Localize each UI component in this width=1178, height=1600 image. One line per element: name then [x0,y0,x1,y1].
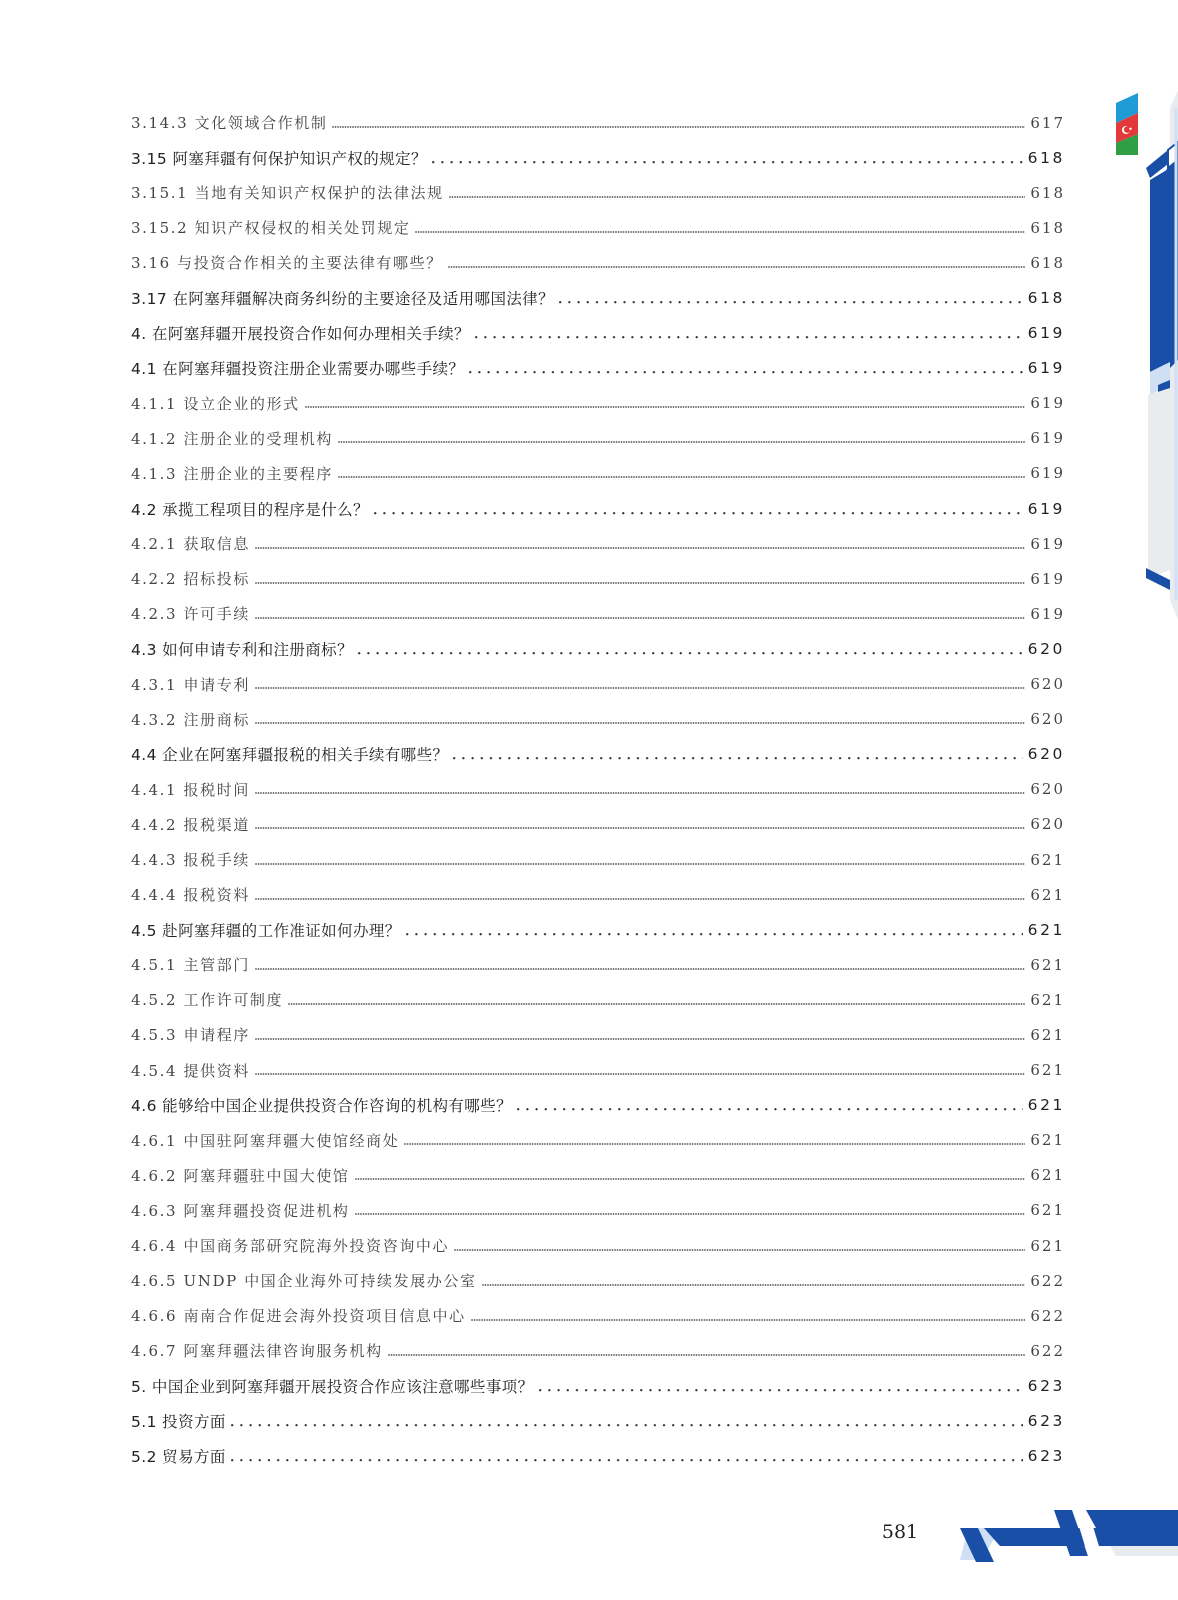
toc-entry [131,421,1065,456]
toc-entry-page: 620 [1030,780,1065,799]
toc-entry-title: 4.3.2 注册商标 [131,710,250,729]
toc-entry-title: 4.6.1 中国驻阿塞拜疆大使馆经商处 [131,1131,400,1150]
toc-entry-title: 5. 中国企业到阿塞拜疆开展投资合作应该注意哪些事项？ [131,1377,534,1396]
toc-entry-title: 4.5.1 主管部门 [131,956,250,975]
toc-entry [131,316,1065,351]
toc-entry-page: 623 [1027,1447,1065,1466]
toc-entry [131,1439,1065,1474]
toc-entry-title: 4.6 能够给中国企业提供投资合作咨询的机构有哪些？ [131,1097,512,1116]
toc-entry [131,351,1065,386]
toc-entry-page: 619 [1030,429,1065,448]
toc-leader-dots [448,257,1026,269]
toc-entry-page: 621 [1030,1166,1065,1185]
toc-entry-title: 3.16 与投资合作相关的主要法律有哪些？ [131,254,443,273]
toc-entry-page: 623 [1027,1376,1065,1395]
toc-entry [131,1228,1065,1263]
toc-entry [131,1263,1065,1298]
azerbaijan-flag-icon [1110,93,1138,155]
toc-entry [131,1193,1065,1228]
toc-entry-title: 4.1 在阿塞拜疆投资注册企业需要办哪些手续？ [131,360,465,379]
toc-entry-title: 4.2 承揽工程项目的程序是什么？ [131,500,369,519]
toc-entry-title: 4.6.3 阿塞拜疆投资促进机构 [131,1201,350,1220]
toc-entry-page: 621 [1030,850,1065,869]
toc-entry [131,245,1065,280]
toc-entry-title: 4. 在阿塞拜疆开展投资合作如何办理相关手续？ [131,325,470,344]
toc-entry [131,1123,1065,1158]
toc-entry [131,737,1065,772]
toc-entry [131,947,1065,982]
toc-entry-page: 621 [1030,1236,1065,1255]
toc-entry-page: 622 [1030,1341,1065,1360]
toc-entry-title: 4.4.2 报税渠道 [131,815,250,834]
toc-entry-title: 4.2.2 招标投标 [131,570,250,589]
toc-entry-title: 4.6.5 UNDP 中国企业海外可持续发展办公室 [131,1272,477,1291]
toc-entry-title: 4.4.1 报税时间 [131,780,250,799]
toc-entry [131,1403,1065,1438]
toc-leader-dots [305,397,1026,409]
toc-entry-page: 621 [1030,955,1065,974]
toc-leader-dots [453,748,1022,760]
toc-entry-page: 622 [1030,1271,1065,1290]
toc-leader-dots [255,783,1025,795]
toc-entry-page: 620 [1030,675,1065,694]
toc-entry-title: 4.4.4 报税资料 [131,886,250,905]
toc-leader-dots [454,1240,1025,1252]
toc-entry [131,667,1065,702]
toc-entry-page: 618 [1030,253,1065,272]
toc-leader-dots [358,643,1023,655]
toc-entry-title: 4.1.2 注册企业的受理机构 [131,429,333,448]
toc-entry-title: 4.5.2 工作许可制度 [131,991,284,1010]
toc-entry-page: 619 [1027,359,1065,378]
toc-entry [131,877,1065,912]
toc-leader-dots [255,573,1025,585]
toc-entry-title: 4.5 赴阿塞拜疆的工作准证如何办理？ [131,921,401,940]
toc-leader-dots [255,713,1025,725]
toc-entry [131,280,1065,315]
toc-entry-page: 618 [1030,183,1065,202]
toc-entry-page: 621 [1030,885,1065,904]
toc-entry-title: 4.5.4 提供资料 [131,1061,250,1080]
toc-entry-title: 3.17 在阿塞拜疆解决商务纠纷的主要途径及适用哪国法律？ [131,290,555,309]
toc-entry-title: 4.6.2 阿塞拜疆驻中国大使馆 [131,1166,350,1185]
toc-leader-dots [255,608,1025,620]
toc-entry-title: 4.3 如何申请专利和注册商标？ [131,640,353,659]
toc-entry-title: 4.3.1 申请专利 [131,675,250,694]
toc-entry [131,702,1065,737]
toc-entry-page: 621 [1027,920,1065,939]
toc-entry [131,1158,1065,1193]
footer-decoration [960,1510,1178,1600]
toc-leader-dots [469,362,1022,374]
toc-entry [131,175,1065,210]
toc-leader-dots [475,327,1023,339]
toc-entry-title: 3.15 阿塞拜疆有何保护知识产权的规定？ [131,149,427,168]
toc-entry [131,491,1065,526]
toc-entry-title: 4.1.3 注册企业的主要程序 [131,464,333,483]
toc-leader-dots [332,117,1025,129]
toc-entry [131,561,1065,596]
toc-entry-page: 623 [1027,1412,1065,1431]
toc-leader-dots [388,1345,1026,1357]
toc-entry-title: 3.15.1 当地有关知识产权保护的法律法规 [131,184,444,203]
toc-entry-page: 619 [1030,394,1065,413]
toc-entry-page: 621 [1030,1025,1065,1044]
toc-leader-dots [432,152,1023,164]
toc-entry-title: 4.2.1 获取信息 [131,535,250,554]
toc-entry-title: 4.6.7 阿塞拜疆法律咨询服务机构 [131,1342,383,1361]
toc-leader-dots [482,1275,1026,1287]
toc-entry [131,526,1065,561]
toc-entry [131,912,1065,947]
toc-entry-page: 620 [1027,745,1065,764]
toc-entry-page: 618 [1027,289,1065,308]
toc-entry-page: 619 [1030,534,1065,553]
toc-entry [131,456,1065,491]
toc-entry-title: 4.6.6 南南合作促进会海外投资项目信息中心 [131,1307,466,1326]
toc-entry [131,772,1065,807]
toc-leader-dots [255,538,1025,550]
toc-entry-page: 621 [1027,1096,1065,1115]
toc-entry-page: 619 [1027,324,1065,343]
toc-entry-title: 5.2 贸易方面 [131,1448,226,1467]
toc-entry [131,842,1065,877]
toc-leader-dots [471,1310,1026,1322]
toc-entry [131,1333,1065,1368]
toc-entry-title: 3.14.3 文化领域合作机制 [131,114,328,133]
toc-leader-dots [255,959,1025,971]
toc-entry [131,386,1065,421]
toc-entry-page: 622 [1030,1306,1065,1325]
toc-entry-page: 621 [1030,1201,1065,1220]
toc-entry [131,1088,1065,1123]
toc-leader-dots [404,1134,1025,1146]
toc-leader-dots [415,222,1025,234]
toc-leader-dots [255,818,1025,830]
toc-entry-page: 619 [1030,569,1065,588]
toc-entry-page: 621 [1030,1061,1065,1080]
toc-entry-title: 4.2.3 许可手续 [131,605,250,624]
toc-entry [131,1298,1065,1333]
toc-entry-page: 619 [1030,604,1065,623]
toc-leader-dots [449,187,1026,199]
toc-entry [131,210,1065,245]
toc-leader-dots [559,292,1023,304]
toc-entry-page: 619 [1030,464,1065,483]
toc-entry-title: 4.1.1 设立企业的形式 [131,394,300,413]
toc-leader-dots [539,1380,1023,1392]
toc-entry [131,140,1065,175]
toc-leader-dots [517,1099,1023,1111]
toc-leader-dots [288,994,1025,1006]
toc-entry-title: 4.6.4 中国商务部研究院海外投资咨询中心 [131,1237,450,1256]
toc-entry-title: 3.15.2 知识产权侵权的相关处罚规定 [131,219,411,238]
toc-entry [131,1017,1065,1052]
toc-entry [131,1368,1065,1403]
toc-entry-page: 618 [1030,218,1065,237]
toc-leader-dots [231,1415,1023,1427]
toc-entry-page: 620 [1030,815,1065,834]
toc-leader-dots [374,503,1023,515]
toc-leader-dots [255,854,1025,866]
toc-leader-dots [255,678,1025,690]
toc-leader-dots [255,1064,1025,1076]
toc-leader-dots [231,1450,1023,1462]
table-of-contents [131,105,1065,1474]
toc-leader-dots [338,467,1025,479]
toc-leader-dots [406,924,1023,936]
toc-entry-page: 617 [1030,113,1065,132]
toc-entry-title: 4.5.3 申请程序 [131,1026,250,1045]
toc-entry-title: 4.4.3 报税手续 [131,851,250,870]
toc-leader-dots [255,889,1025,901]
toc-entry [131,1053,1065,1088]
toc-entry [131,982,1065,1017]
page-number: 581 [881,1521,919,1543]
toc-entry-page: 620 [1027,639,1065,658]
toc-entry-page: 621 [1030,1131,1065,1150]
toc-entry [131,807,1065,842]
toc-entry-page: 620 [1030,710,1065,729]
toc-entry [131,105,1065,140]
toc-leader-dots [338,432,1025,444]
toc-leader-dots [355,1169,1026,1181]
toc-entry-title: 5.1 投资方面 [131,1413,226,1432]
toc-leader-dots [255,1029,1025,1041]
toc-entry [131,596,1065,631]
toc-entry-page: 618 [1027,148,1065,167]
toc-entry-page: 621 [1030,990,1065,1009]
toc-entry [131,631,1065,666]
toc-entry-title: 4.4 企业在阿塞拜疆报税的相关手续有哪些？ [131,746,449,765]
toc-entry-page: 619 [1027,499,1065,518]
toc-leader-dots [355,1204,1026,1216]
